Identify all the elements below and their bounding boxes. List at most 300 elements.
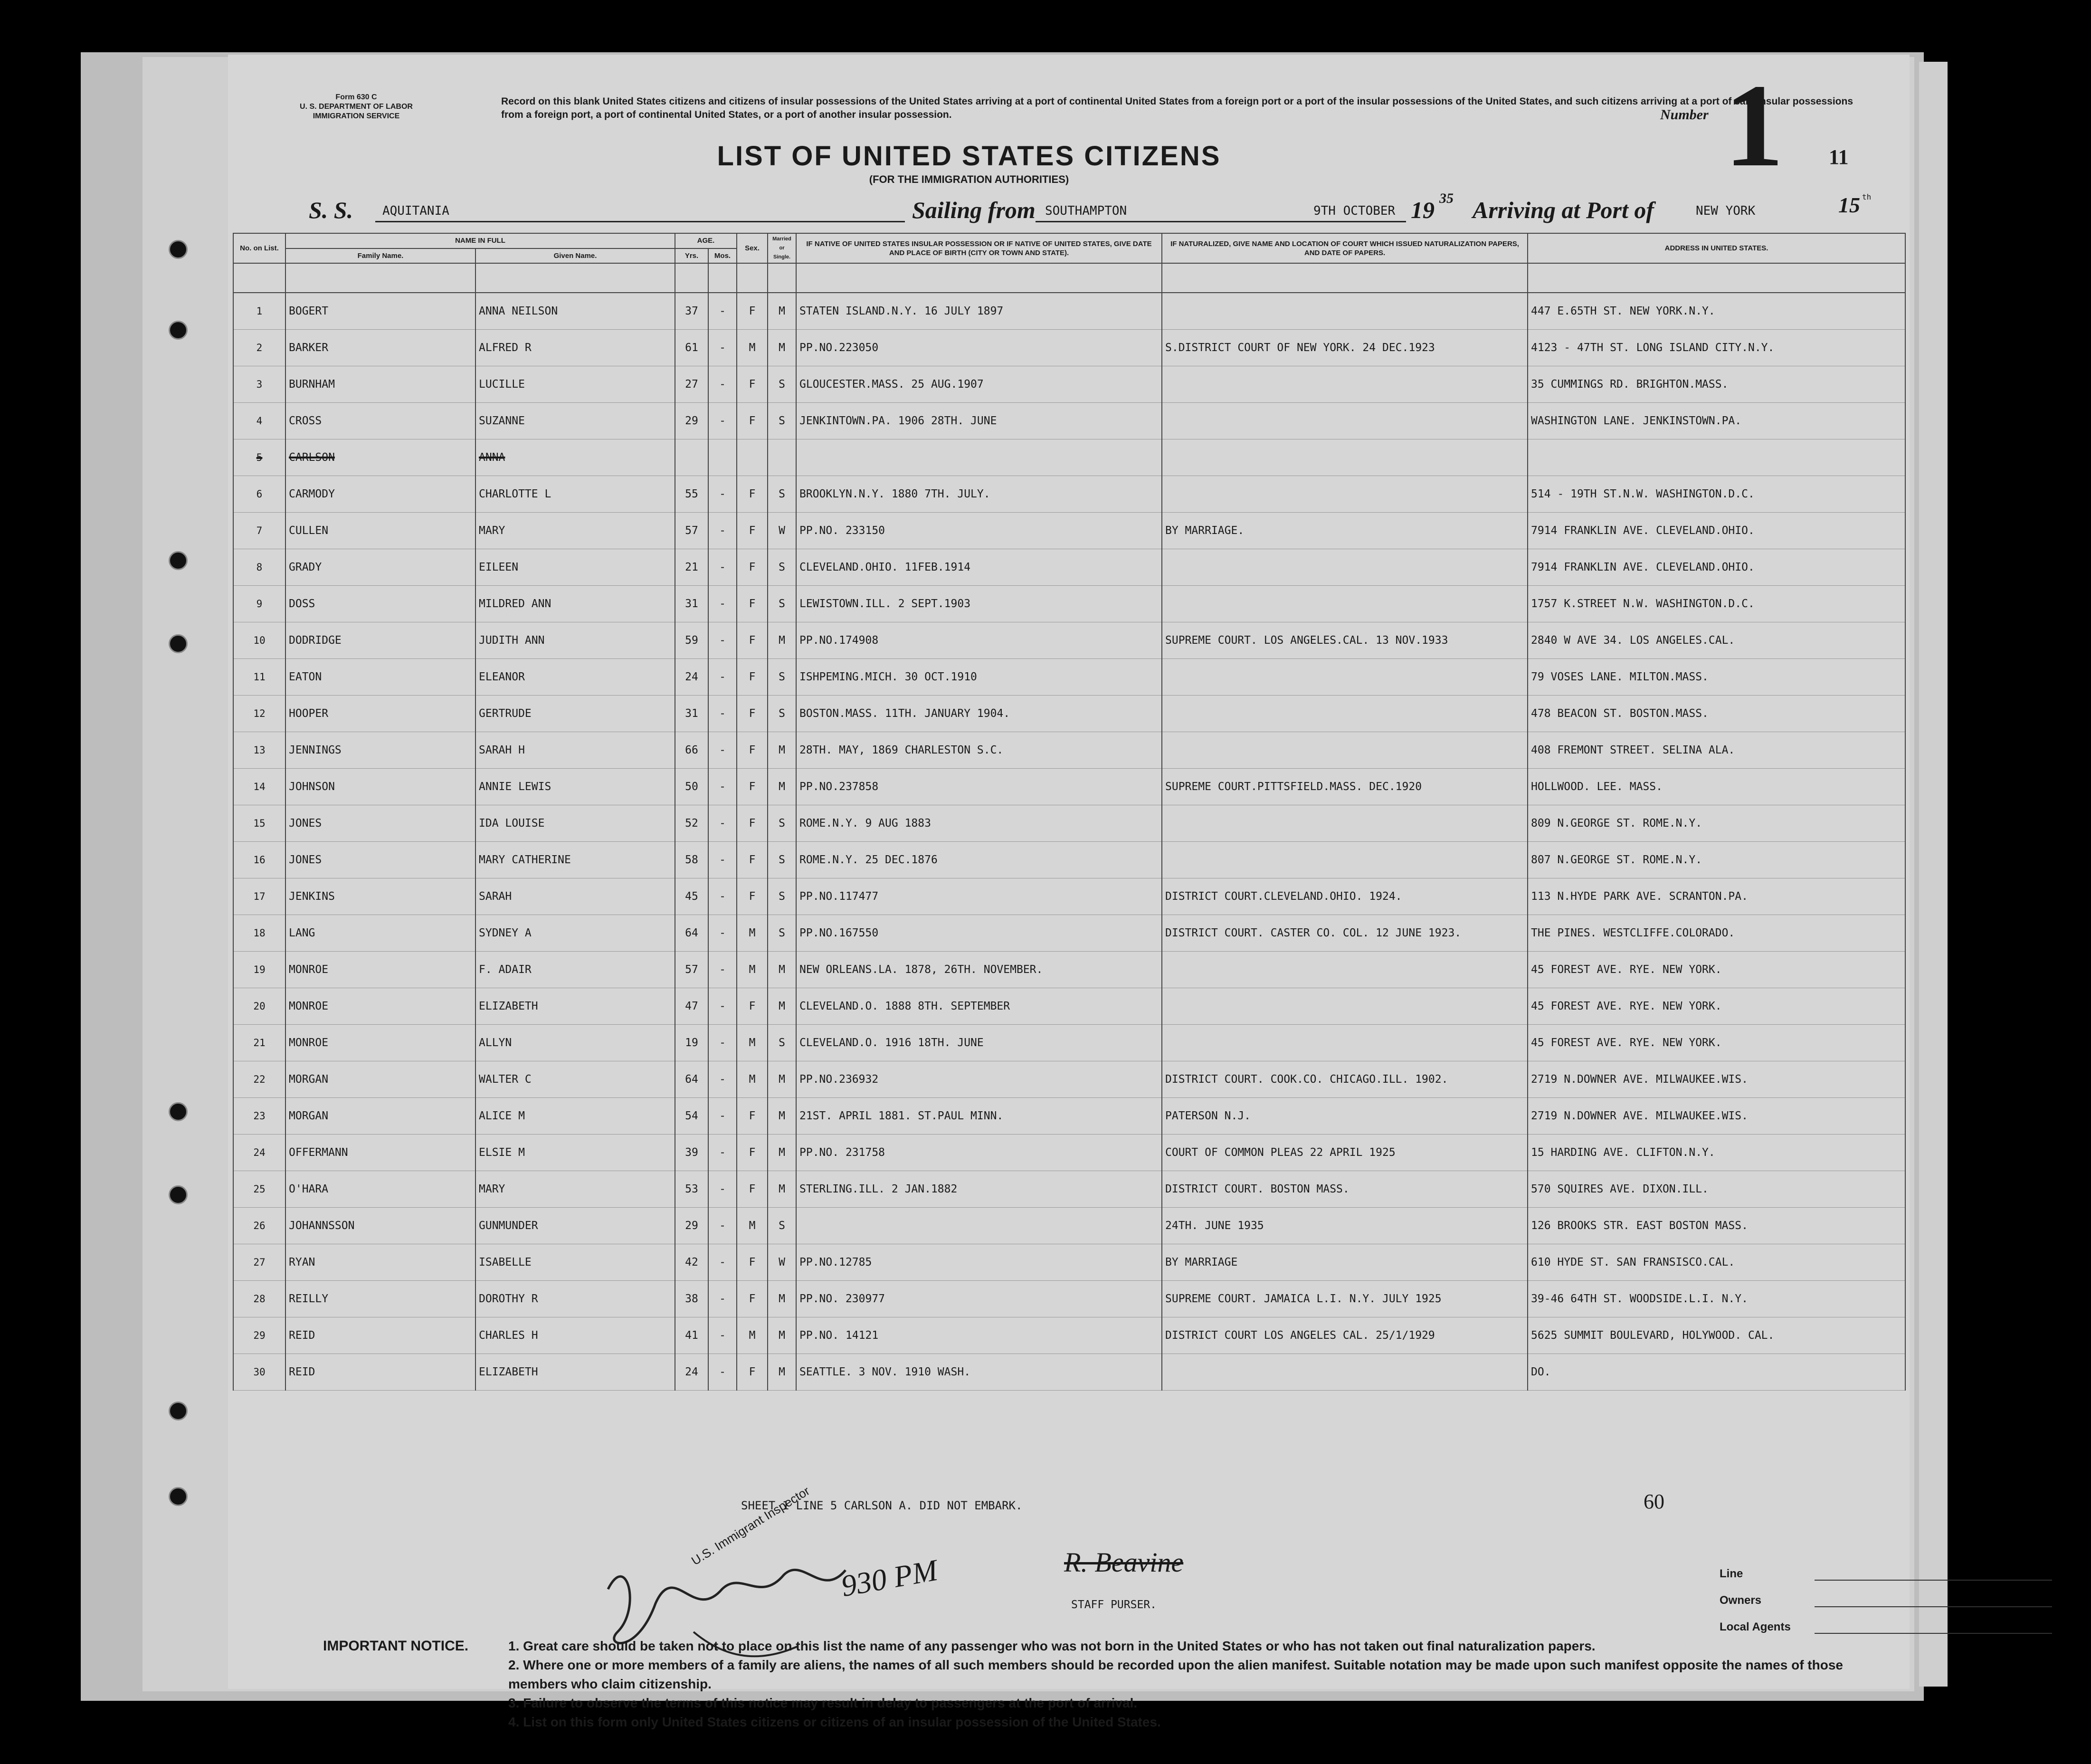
sex: F [737, 586, 768, 622]
birth-details: JENKINTOWN.PA. 1906 28TH. JUNE [796, 403, 1162, 439]
family-name: BARKER [285, 330, 475, 366]
birth-details: CLEVELAND.OHIO. 11FEB.1914 [796, 549, 1162, 586]
row-number: 10 [233, 622, 285, 659]
us-address: DO. [1528, 1354, 1905, 1391]
age-months: - [708, 586, 737, 622]
row-number: 8 [233, 549, 285, 586]
given-name: ALLYN [475, 1025, 675, 1061]
naturalization-details: DISTRICT COURT. COOK.CO. CHICAGO.ILL. 1902. [1162, 1061, 1528, 1098]
inspector-stamp: U.S. Immigrant Inspector [689, 1483, 812, 1568]
table-row [233, 659, 1905, 696]
sex: F [737, 1281, 768, 1317]
age-years: 24 [675, 659, 708, 696]
naturalization-details [1162, 366, 1528, 403]
age-months: - [708, 1171, 737, 1208]
birth-details: LEWISTOWN.ILL. 2 SEPT.1903 [796, 586, 1162, 622]
row-number: 3 [233, 366, 285, 403]
row-number: 29 [233, 1317, 285, 1354]
sex: F [737, 732, 768, 769]
birth-details: BROOKLYN.N.Y. 1880 7TH. JULY. [796, 476, 1162, 513]
col-naturalized: IF NATURALIZED, GIVE NAME AND LOCATION OF COURT WHICH ISSUED NATURALIZATION PAPERS, AND DATE OF PAPERS. [1162, 233, 1528, 263]
sex: M [737, 1317, 768, 1354]
birth-details [796, 439, 1162, 476]
punch-hole [169, 634, 188, 653]
row-number: 18 [233, 915, 285, 952]
family-name: MORGAN [285, 1061, 475, 1098]
punch-hole [169, 1402, 188, 1421]
marital-status: S [768, 549, 796, 586]
row-number: 4 [233, 403, 285, 439]
birth-details: STERLING.ILL. 2 JAN.1882 [796, 1171, 1162, 1208]
marital-status: W [768, 1244, 796, 1281]
age-years: 45 [675, 878, 708, 915]
sex: M [737, 915, 768, 952]
age-years: 21 [675, 549, 708, 586]
marital-status: S [768, 403, 796, 439]
marital-status: M [768, 1061, 796, 1098]
age-months: - [708, 952, 737, 988]
sex: F [737, 366, 768, 403]
row-number: 26 [233, 1208, 285, 1244]
naturalization-details: DISTRICT COURT.CLEVELAND.OHIO. 1924. [1162, 878, 1528, 915]
age-years: 55 [675, 476, 708, 513]
table-row [233, 549, 1905, 586]
age-years: 31 [675, 696, 708, 732]
age-years: 27 [675, 366, 708, 403]
birth-details: PP.NO.236932 [796, 1061, 1162, 1098]
marital-status: M [768, 769, 796, 805]
notice-heading: IMPORTANT NOTICE. [323, 1638, 469, 1654]
age-years: 31 [675, 586, 708, 622]
marital-status: S [768, 805, 796, 842]
birth-details: ROME.N.Y. 25 DEC.1876 [796, 842, 1162, 878]
table-row [233, 1244, 1905, 1281]
sex: M [737, 952, 768, 988]
birth-details: 21ST. APRIL 1881. ST.PAUL MINN. [796, 1098, 1162, 1135]
col-mos: Mos. [708, 248, 737, 264]
marital-status: S [768, 696, 796, 732]
naturalization-details [1162, 805, 1528, 842]
us-address [1528, 439, 1905, 476]
agents-label: Local Agents [1720, 1621, 1791, 1633]
underline [375, 221, 905, 222]
number-label: Number [1660, 107, 1709, 123]
age-months: - [708, 476, 737, 513]
age-years: 57 [675, 952, 708, 988]
sex: F [737, 769, 768, 805]
given-name: ELEANOR [475, 659, 675, 696]
sex: F [737, 1354, 768, 1391]
page-title: LIST OF UNITED STATES CITIZENS [717, 141, 1221, 172]
naturalization-details: SUPREME COURT.PITTSFIELD.MASS. DEC.1920 [1162, 769, 1528, 805]
age-years: 53 [675, 1171, 708, 1208]
sex: F [737, 659, 768, 696]
birth-details: CLEVELAND.O. 1916 18TH. JUNE [796, 1025, 1162, 1061]
us-address: 45 FOREST AVE. RYE. NEW YORK. [1528, 988, 1905, 1025]
us-address: 45 FOREST AVE. RYE. NEW YORK. [1528, 1025, 1905, 1061]
list-number: 1 [1724, 60, 1784, 191]
row-number: 9 [233, 586, 285, 622]
age-months: - [708, 988, 737, 1025]
us-address: 7914 FRANKLIN AVE. CLEVELAND.OHIO. [1528, 513, 1905, 549]
table-row [233, 915, 1905, 952]
naturalization-details [1162, 732, 1528, 769]
table-row [233, 403, 1905, 439]
us-address: 408 FREMONT STREET. SELINA ALA. [1528, 732, 1905, 769]
naturalization-details: DISTRICT COURT LOS ANGELES CAL. 25/1/1929 [1162, 1317, 1528, 1354]
arrival-port: NEW YORK [1696, 204, 1756, 218]
table-row [233, 1208, 1905, 1244]
table-row [233, 622, 1905, 659]
sex: F [737, 513, 768, 549]
line-owners-agents [1720, 1561, 2091, 1640]
punch-hole [169, 240, 188, 259]
birth-details: SEATTLE. 3 NOV. 1910 WASH. [796, 1354, 1162, 1391]
age-years: 37 [675, 293, 708, 330]
arrival-day-suffix: th [1862, 192, 1872, 201]
table-row [233, 293, 1905, 330]
marital-status: M [768, 732, 796, 769]
punch-hole [169, 1102, 188, 1121]
given-name: CHARLES H [475, 1317, 675, 1354]
age-years: 50 [675, 769, 708, 805]
family-name: DOSS [285, 586, 475, 622]
col-address: ADDRESS IN UNITED STATES. [1528, 233, 1905, 263]
family-name: REID [285, 1354, 475, 1391]
age-months: - [708, 1098, 737, 1135]
age-months: - [708, 769, 737, 805]
us-address: 35 CUMMINGS RD. BRIGHTON.MASS. [1528, 366, 1905, 403]
birth-details [796, 1208, 1162, 1244]
family-name: GRADY [285, 549, 475, 586]
age-years: 24 [675, 1354, 708, 1391]
sailing-label: Sailing from [912, 197, 1036, 223]
marital-status: M [768, 1317, 796, 1354]
table-row [233, 696, 1905, 732]
sex: F [737, 1171, 768, 1208]
table-row [233, 732, 1905, 769]
row-number: 2 [233, 330, 285, 366]
age-months: - [708, 915, 737, 952]
given-name: GUNMUNDER [475, 1208, 675, 1244]
given-name: ELIZABETH [475, 1354, 675, 1391]
age-months: - [708, 696, 737, 732]
row-number: 7 [233, 513, 285, 549]
birth-details: 28TH. MAY, 1869 CHARLESTON S.C. [796, 732, 1162, 769]
given-name: ISABELLE [475, 1244, 675, 1281]
us-address: 7914 FRANKLIN AVE. CLEVELAND.OHIO. [1528, 549, 1905, 586]
marital-status: S [768, 842, 796, 878]
sex: F [737, 549, 768, 586]
us-address: 126 BROOKS STR. EAST BOSTON MASS. [1528, 1208, 1905, 1244]
naturalization-details [1162, 1354, 1528, 1391]
department: U. S. DEPARTMENT OF LABOR [300, 103, 413, 111]
table-row [233, 366, 1905, 403]
marital-status: W [768, 513, 796, 549]
naturalization-details: PATERSON N.J. [1162, 1098, 1528, 1135]
given-name: MARY [475, 513, 675, 549]
sex: F [737, 1098, 768, 1135]
age-years: 64 [675, 915, 708, 952]
marital-status: M [768, 1354, 796, 1391]
row-number: 13 [233, 732, 285, 769]
age-months: - [708, 1281, 737, 1317]
given-name: DOROTHY R [475, 1281, 675, 1317]
col-birth: IF NATIVE OF UNITED STATES INSULAR POSSESSION OR IF NATIVE OF UNITED STATES, GIVE DATE AND PLACE OF BIRTH (CITY OR TOWN AND STATE). [796, 233, 1162, 263]
naturalization-details [1162, 403, 1528, 439]
sex: M [737, 1025, 768, 1061]
col-family-name: Family Name. [285, 248, 475, 264]
age-years: 42 [675, 1244, 708, 1281]
naturalization-details [1162, 659, 1528, 696]
age-years: 29 [675, 403, 708, 439]
page-number: 60 [1644, 1490, 1664, 1513]
age-years: 64 [675, 1061, 708, 1098]
naturalization-details [1162, 586, 1528, 622]
row-number: 24 [233, 1135, 285, 1171]
given-name: ALICE M [475, 1098, 675, 1135]
family-name: JENNINGS [285, 732, 475, 769]
given-name: CHARLOTTE L [475, 476, 675, 513]
naturalization-details [1162, 439, 1528, 476]
age-years: 29 [675, 1208, 708, 1244]
birth-details: PP.NO. 231758 [796, 1135, 1162, 1171]
family-name: EATON [285, 659, 475, 696]
naturalization-details [1162, 842, 1528, 878]
naturalization-details: DISTRICT COURT. CASTER CO. COL. 12 JUNE 1923. [1162, 915, 1528, 952]
underline [1036, 221, 1406, 222]
birth-details: PP.NO. 14121 [796, 1317, 1162, 1354]
marital-status: M [768, 1098, 796, 1135]
naturalization-details: S.DISTRICT COURT OF NEW YORK. 24 DEC.1923 [1162, 330, 1528, 366]
family-name: JOHNSON [285, 769, 475, 805]
marital-status: M [768, 330, 796, 366]
page-subtitle: (FOR THE IMMIGRATION AUTHORITIES) [869, 173, 1069, 185]
table-row [233, 1171, 1905, 1208]
birth-details: BOSTON.MASS. 11TH. JANUARY 1904. [796, 696, 1162, 732]
us-address: 447 E.65TH ST. NEW YORK.N.Y. [1528, 293, 1905, 330]
table-row [233, 952, 1905, 988]
marital-status: S [768, 878, 796, 915]
col-given-name: Given Name. [475, 248, 675, 264]
naturalization-details [1162, 476, 1528, 513]
table-row [233, 878, 1905, 915]
given-name: ANNIE LEWIS [475, 769, 675, 805]
given-name: JUDITH ANN [475, 622, 675, 659]
age-months: - [708, 732, 737, 769]
us-address: 45 FOREST AVE. RYE. NEW YORK. [1528, 952, 1905, 988]
birth-details: CLEVELAND.O. 1888 8TH. SEPTEMBER [796, 988, 1162, 1025]
row-number: 23 [233, 1098, 285, 1135]
family-name: MONROE [285, 1025, 475, 1061]
row-number: 21 [233, 1025, 285, 1061]
row-number: 6 [233, 476, 285, 513]
us-address: 610 HYDE ST. SAN FRANSISCO.CAL. [1528, 1244, 1905, 1281]
us-address: 1757 K.STREET N.W. WASHINGTON.D.C. [1528, 586, 1905, 622]
age-months: - [708, 842, 737, 878]
arrival-day: 15 [1838, 193, 1860, 217]
year-prefix: 19 [1411, 197, 1435, 223]
table-row [233, 988, 1905, 1025]
marital-status: S [768, 586, 796, 622]
age-months: - [708, 403, 737, 439]
birth-details: ISHPEMING.MICH. 30 OCT.1910 [796, 659, 1162, 696]
family-name: CULLEN [285, 513, 475, 549]
us-address: 2719 N.DOWNER AVE. MILWAUKEE.WIS. [1528, 1098, 1905, 1135]
naturalization-details [1162, 293, 1528, 330]
birth-details: PP.NO.167550 [796, 915, 1162, 952]
age-months: - [708, 1244, 737, 1281]
given-name: F. ADAIR [475, 952, 675, 988]
service: IMMIGRATION SERVICE [313, 112, 400, 120]
age-months: - [708, 293, 737, 330]
age-months: - [708, 1135, 737, 1171]
departure-date: 9TH OCTOBER [1313, 204, 1396, 218]
age-years: 41 [675, 1317, 708, 1354]
age-months: - [708, 878, 737, 915]
birth-details: PP.NO. 233150 [796, 513, 1162, 549]
owners-label: Owners [1720, 1594, 1762, 1607]
age-months: - [708, 622, 737, 659]
marital-status: M [768, 293, 796, 330]
naturalization-details: COURT OF COMMON PLEAS 22 APRIL 1925 [1162, 1135, 1528, 1171]
row-number: 11 [233, 659, 285, 696]
row-number: 1 [233, 293, 285, 330]
embark-remark: SHEET 1 LINE 5 CARLSON A. DID NOT EMBARK. [741, 1499, 1023, 1512]
marital-status: M [768, 988, 796, 1025]
col-age: AGE. [675, 233, 737, 248]
row-number: 27 [233, 1244, 285, 1281]
family-name: DODRIDGE [285, 622, 475, 659]
punch-hole [169, 551, 188, 570]
us-address: 2719 N.DOWNER AVE. MILWAUKEE.WIS. [1528, 1061, 1905, 1098]
sex: M [737, 1208, 768, 1244]
naturalization-details: 24TH. JUNE 1935 [1162, 1208, 1528, 1244]
family-name: OFFERMANN [285, 1135, 475, 1171]
notice-items [508, 1637, 1886, 1732]
birth-details: PP.NO. 230977 [796, 1281, 1162, 1317]
age-years: 57 [675, 513, 708, 549]
naturalization-details [1162, 952, 1528, 988]
age-years [675, 439, 708, 476]
given-name: ANNA NEILSON [475, 293, 675, 330]
departure-port: SOUTHAMPTON [1045, 204, 1127, 218]
given-name: LUCILLE [475, 366, 675, 403]
naturalization-details: BY MARRIAGE [1162, 1244, 1528, 1281]
age-years: 47 [675, 988, 708, 1025]
family-name: JONES [285, 842, 475, 878]
naturalization-details: BY MARRIAGE. [1162, 513, 1528, 549]
ship-name: AQUITANIA [382, 204, 449, 218]
birth-details: STATEN ISLAND.N.Y. 16 JULY 1897 [796, 293, 1162, 330]
naturalization-details [1162, 988, 1528, 1025]
sex: F [737, 403, 768, 439]
given-name: GERTRUDE [475, 696, 675, 732]
age-months: - [708, 1354, 737, 1391]
sex: M [737, 330, 768, 366]
family-name: CARLSON [285, 439, 475, 476]
given-name: SYDNEY A [475, 915, 675, 952]
age-years: 52 [675, 805, 708, 842]
age-years: 39 [675, 1135, 708, 1171]
col-name-in-full: NAME IN FULL [285, 233, 675, 248]
ss-label: S. S. [309, 197, 353, 223]
us-address: 15 HARDING AVE. CLIFTON.N.Y. [1528, 1135, 1905, 1171]
marital-status: S [768, 1208, 796, 1244]
age-years: 61 [675, 330, 708, 366]
age-months: - [708, 1208, 737, 1244]
family-name: REILLY [285, 1281, 475, 1317]
marital-status: S [768, 659, 796, 696]
departure-year: 35 [1439, 191, 1454, 206]
us-address: 809 N.GEORGE ST. ROME.N.Y. [1528, 805, 1905, 842]
sex: M [737, 1061, 768, 1098]
sex: F [737, 988, 768, 1025]
us-address: 2840 W AVE 34. LOS ANGELES.CAL. [1528, 622, 1905, 659]
family-name: JENKINS [285, 878, 475, 915]
sex: F [737, 842, 768, 878]
given-name: ALFRED R [475, 330, 675, 366]
table-row [233, 805, 1905, 842]
given-name: MILDRED ANN [475, 586, 675, 622]
age-months: - [708, 330, 737, 366]
given-name: IDA LOUISE [475, 805, 675, 842]
sex: F [737, 1244, 768, 1281]
given-name: MARY [475, 1171, 675, 1208]
col-married-single: Married or Single. [768, 233, 796, 263]
age-months: - [708, 1025, 737, 1061]
list-number-suffix: 11 [1829, 145, 1849, 169]
birth-details: GLOUCESTER.MASS. 25 AUG.1907 [796, 366, 1162, 403]
age-months: - [708, 1317, 737, 1354]
row-number: 19 [233, 952, 285, 988]
family-name: O'HARA [285, 1171, 475, 1208]
naturalization-details [1162, 696, 1528, 732]
table-row [233, 1354, 1905, 1391]
table-row [233, 1135, 1905, 1171]
row-number: 25 [233, 1171, 285, 1208]
age-months: - [708, 659, 737, 696]
marital-status [768, 439, 796, 476]
us-address: 79 VOSES LANE. MILTON.MASS. [1528, 659, 1905, 696]
birth-details: PP.NO.237858 [796, 769, 1162, 805]
age-months [708, 439, 737, 476]
marital-status: M [768, 952, 796, 988]
punch-hole [169, 1487, 188, 1506]
marital-status: S [768, 476, 796, 513]
table-row [233, 769, 1905, 805]
table-row [233, 586, 1905, 622]
sex: F [737, 878, 768, 915]
age-years: 38 [675, 1281, 708, 1317]
us-address: 514 - 19TH ST.N.W. WASHINGTON.D.C. [1528, 476, 1905, 513]
table-row [233, 842, 1905, 878]
family-name: JONES [285, 805, 475, 842]
given-name: ELSIE M [475, 1135, 675, 1171]
table-row [233, 476, 1905, 513]
row-number: 17 [233, 878, 285, 915]
age-years: 19 [675, 1025, 708, 1061]
family-name: REID [285, 1317, 475, 1354]
arriving-label: Arriving at Port of [1473, 197, 1654, 223]
table-row [233, 1098, 1905, 1135]
col-sex: Sex. [737, 233, 768, 263]
table-row [233, 1025, 1905, 1061]
age-years: 66 [675, 732, 708, 769]
line-label: Line [1720, 1567, 1743, 1580]
notice-item: 1. Great care should be taken not to place on this list the name of any passenger who was not born in the United States or who has not taken out final naturalization papers. [508, 1639, 1596, 1653]
marital-status: M [768, 1135, 796, 1171]
